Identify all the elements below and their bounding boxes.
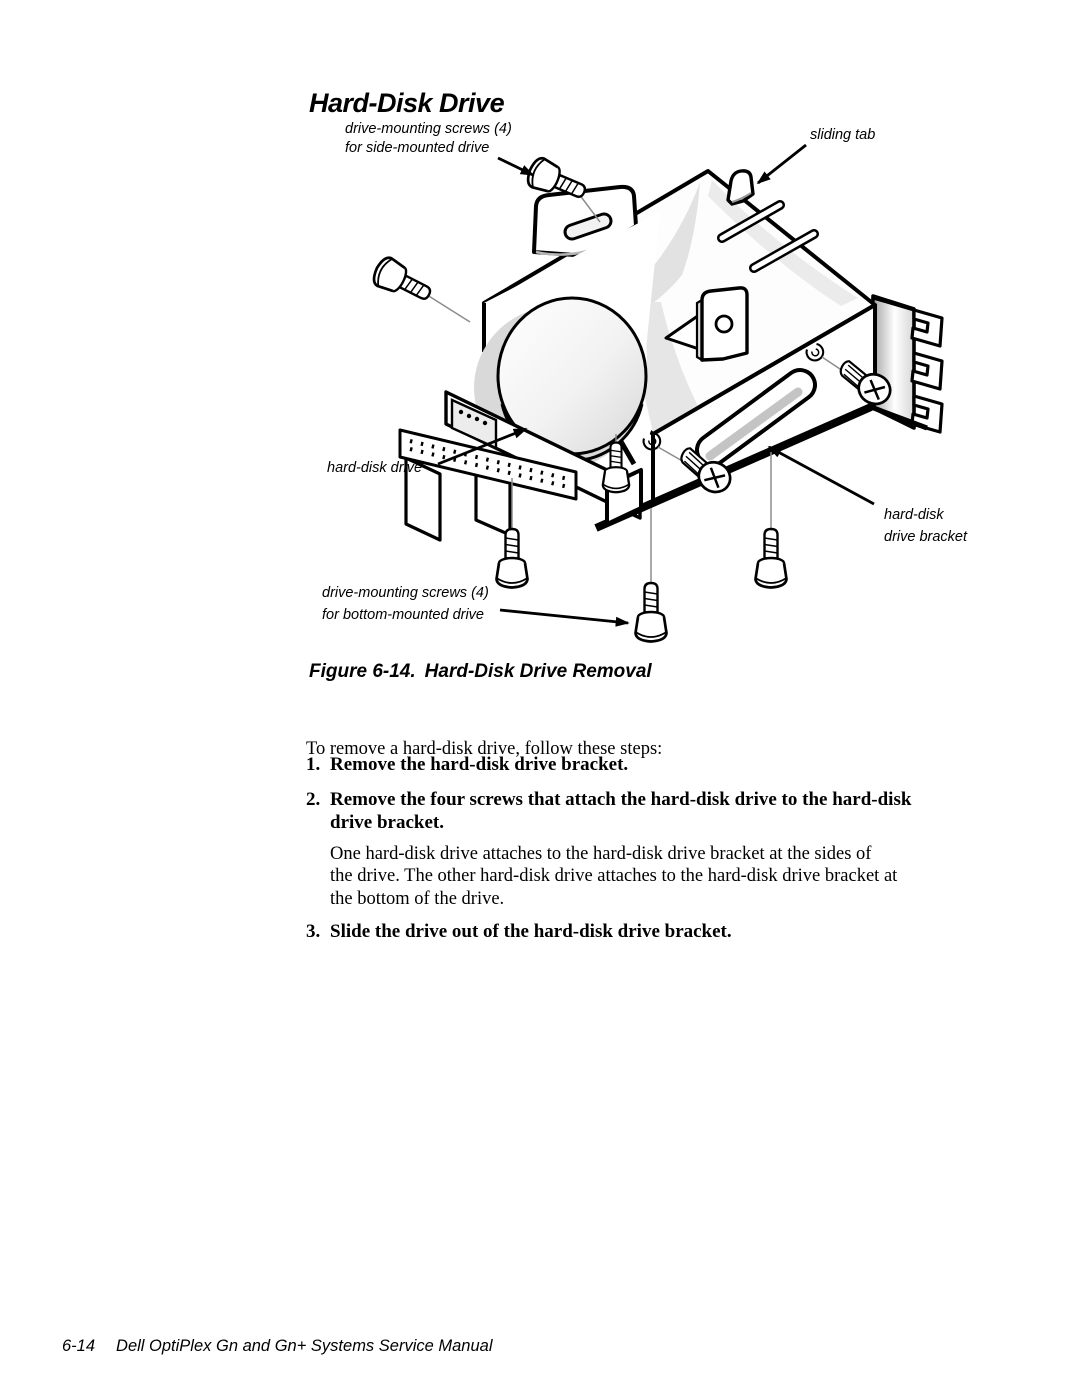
step-1-number: 1.: [306, 754, 321, 775]
step-2-detail-line1: One hard-disk drive attaches to the hard-disk drive bracket at the sides of: [330, 844, 872, 864]
mounting-screw: [636, 583, 667, 642]
figure-caption: [309, 661, 652, 683]
mounting-screw: [370, 254, 436, 308]
flange-tooth: [912, 310, 942, 346]
page-title: Hard-Disk Drive: [309, 88, 505, 119]
label-hard-disk-drive: hard-disk drive: [327, 460, 423, 476]
step-3: [306, 920, 1016, 943]
step-3-number: 3.: [306, 921, 321, 942]
mounting-screw: [497, 529, 528, 588]
label-bracket-line1: hard-disk: [884, 507, 944, 523]
step-2: [306, 788, 1016, 834]
label-sliding-tab: sliding tab: [810, 127, 876, 143]
step-1-text: Remove the hard-disk drive bracket.: [330, 754, 629, 775]
label-bottom-screws-line1: drive-mounting screws (4): [322, 585, 489, 601]
step-1: [306, 753, 1016, 776]
step-2-detail-line2: the drive. The other hard-disk drive attaches to the hard-disk drive bracket at: [330, 866, 898, 887]
step-2-text-line2: drive bracket.: [330, 812, 444, 833]
sliding-tab: [728, 171, 753, 204]
step-3-text: Slide the drive out of the hard-disk drive bracket.: [330, 921, 732, 942]
step-2-detail: [330, 843, 1020, 910]
label-bracket-line2: drive bracket: [884, 529, 968, 545]
tab-hole: [716, 316, 732, 332]
step-2-text-line1: Remove the four screws that attach the hard-disk drive to the hard-disk: [330, 789, 912, 810]
label-side-screws-line2: for side-mounted drive: [345, 140, 490, 156]
mounting-screw: [756, 529, 787, 588]
flange-tooth: [912, 353, 942, 389]
tab-slot: [572, 221, 604, 232]
intro-paragraph: To remove a hard-disk drive, follow these steps:: [306, 738, 663, 759]
figure-name: Hard-Disk Drive Removal: [424, 661, 652, 682]
label-bottom-screws-line2: for bottom-mounted drive: [322, 607, 484, 623]
mounting-flange: [871, 296, 942, 432]
page-footer: [62, 1337, 493, 1356]
figure-number: Figure 6-14.: [309, 661, 416, 682]
label-side-screws-line1: drive-mounting screws (4): [345, 121, 512, 137]
step-2-number: 2.: [306, 789, 321, 810]
footer-manual-title: Dell OptiPlex Gn and Gn+ Systems Service Manual: [116, 1337, 493, 1355]
step-2-detail-line3: the bottom of the drive.: [330, 888, 505, 909]
footer-page-number: 6-14: [62, 1337, 96, 1355]
